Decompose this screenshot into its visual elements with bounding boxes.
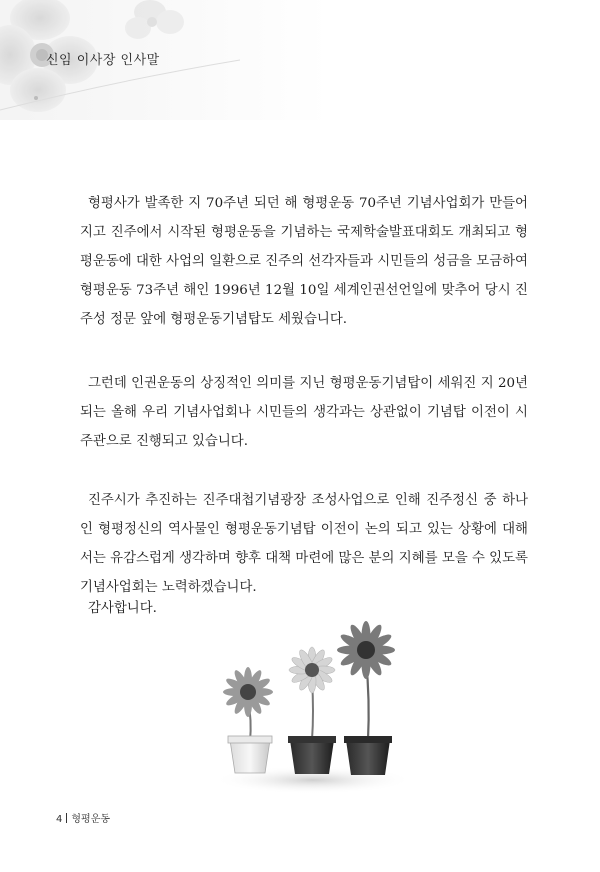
page-footer [56, 810, 110, 825]
potted-flowers-illustration [208, 620, 418, 795]
paragraph-2 [80, 369, 528, 456]
closing-text: 감사합니다. [88, 601, 157, 616]
flower-left-icon [223, 667, 273, 773]
paragraph-2-text: 그런데 인권운동의 상징적인 의미를 지닌 형평운동기념탑이 세워진 지 20년 되는 올해 우리 기념사업회나 시민들의 생각과는 상관없이 기념탑 이전이 시 주관으로 진행되고 있습니다. [80, 376, 528, 449]
page-title: 신임 이사장 인사말 [46, 53, 160, 68]
flower-middle-icon [288, 647, 336, 774]
publication-name: 형평운동 [71, 814, 111, 825]
paragraph-3 [80, 486, 528, 602]
flower-right-icon [337, 621, 395, 775]
paragraph-3-text: 진주시가 추진하는 진주대첩기념광장 조성사업으로 인해 진주정신 중 하나인 형평정신의 역사물인 형평운동기념탑 이전이 논의 되고 있는 상황에 대해서는 유감스럽게 생각하며 향후 대책 마련에 많은 분의 지혜를 모을 수 있도록 기념사업회는 노력하겠습니다. [80, 493, 528, 595]
paragraph-1 [80, 189, 528, 334]
page-number: 4 [56, 814, 63, 825]
footer-divider [66, 813, 67, 823]
paragraph-1-text: 형평사가 발족한 지 70주년 되던 해 형평운동 70주년 기념사업회가 만들어지고 진주에서 시작된 형평운동을 기념하는 국제학술발표대회도 개최되고 형평운동에 대한 사업의 일환으로 진주의 선각자들과 시민들의 성금을 모금하여 형평운동 73주년 해인 1996년 12월 10일 세계인권선언일에 맞추어 당시 진주성 정문 앞에 형평운동기념탑도 세웠습니다. [80, 196, 528, 327]
